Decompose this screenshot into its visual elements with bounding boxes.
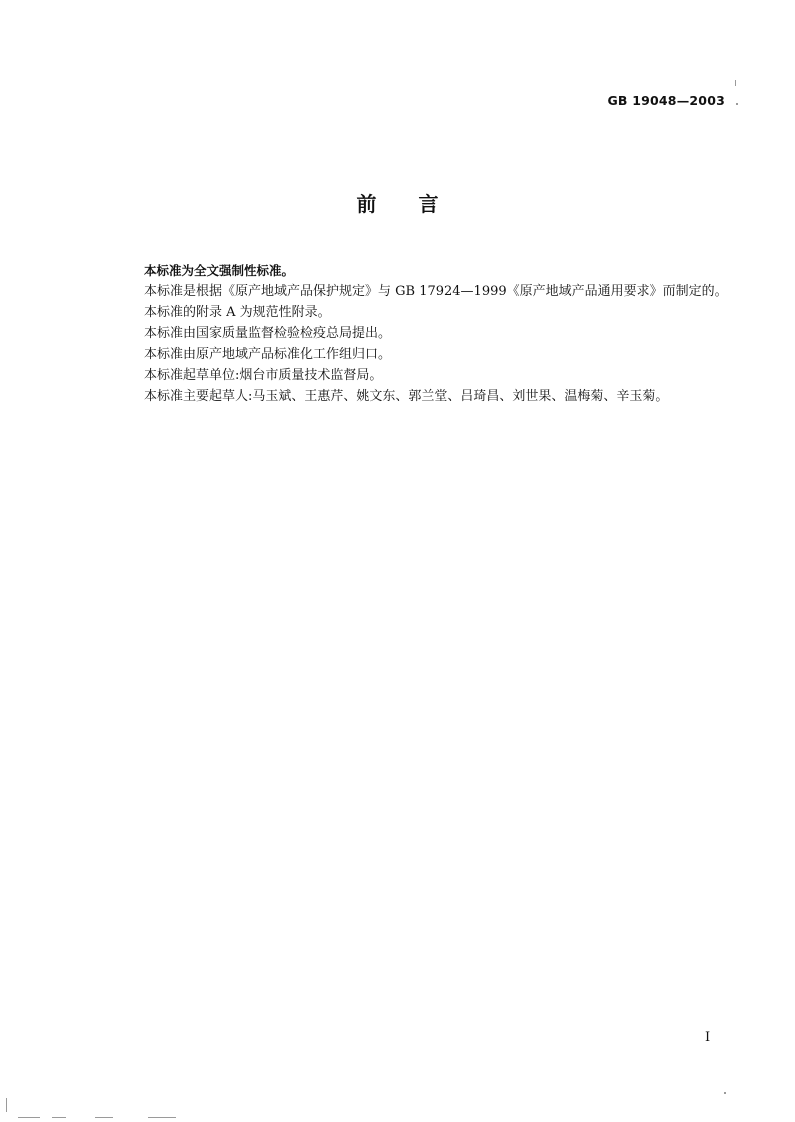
scan-artifact [18,1117,40,1118]
scan-artifact [148,1117,176,1118]
section-title-char-1: 前 [356,192,377,216]
paragraph-mandatory-statement: 本标准为全文强制性标准。 [144,263,295,278]
paragraph-proposed-by: 本标准由国家质量监督检验检疫总局提出。 [144,326,392,341]
scan-artifact [6,1098,7,1112]
paragraph-drafters: 本标准主要起草人:马玉斌、王惠芹、姚文东、郭兰堂、吕琦昌、刘世果、温梅菊、辛玉菊。 [144,389,669,404]
section-title [0,188,795,217]
standard-code: GB 19048—2003 [607,93,725,108]
foreword-body [144,260,744,407]
scan-artifact [724,1092,726,1094]
scan-artifact [52,1117,66,1118]
page-number: I [705,1030,711,1045]
scan-artifact [736,103,738,105]
scan-artifact [735,80,736,86]
paragraph-basis: 本标准是根据《原产地域产品保护规定》与 GB 17924—1999《原产地域产品通用要求》而制定的。 [144,284,728,299]
paragraph-drafting-unit: 本标准起草单位:烟台市质量技术监督局。 [144,368,383,383]
paragraph-appendix: 本标准的附录 A 为规范性附录。 [144,305,331,320]
section-title-char-2: 言 [418,192,439,216]
paragraph-centralized-by: 本标准由原产地域产品标准化工作组归口。 [144,347,392,362]
scan-artifact [95,1117,113,1118]
